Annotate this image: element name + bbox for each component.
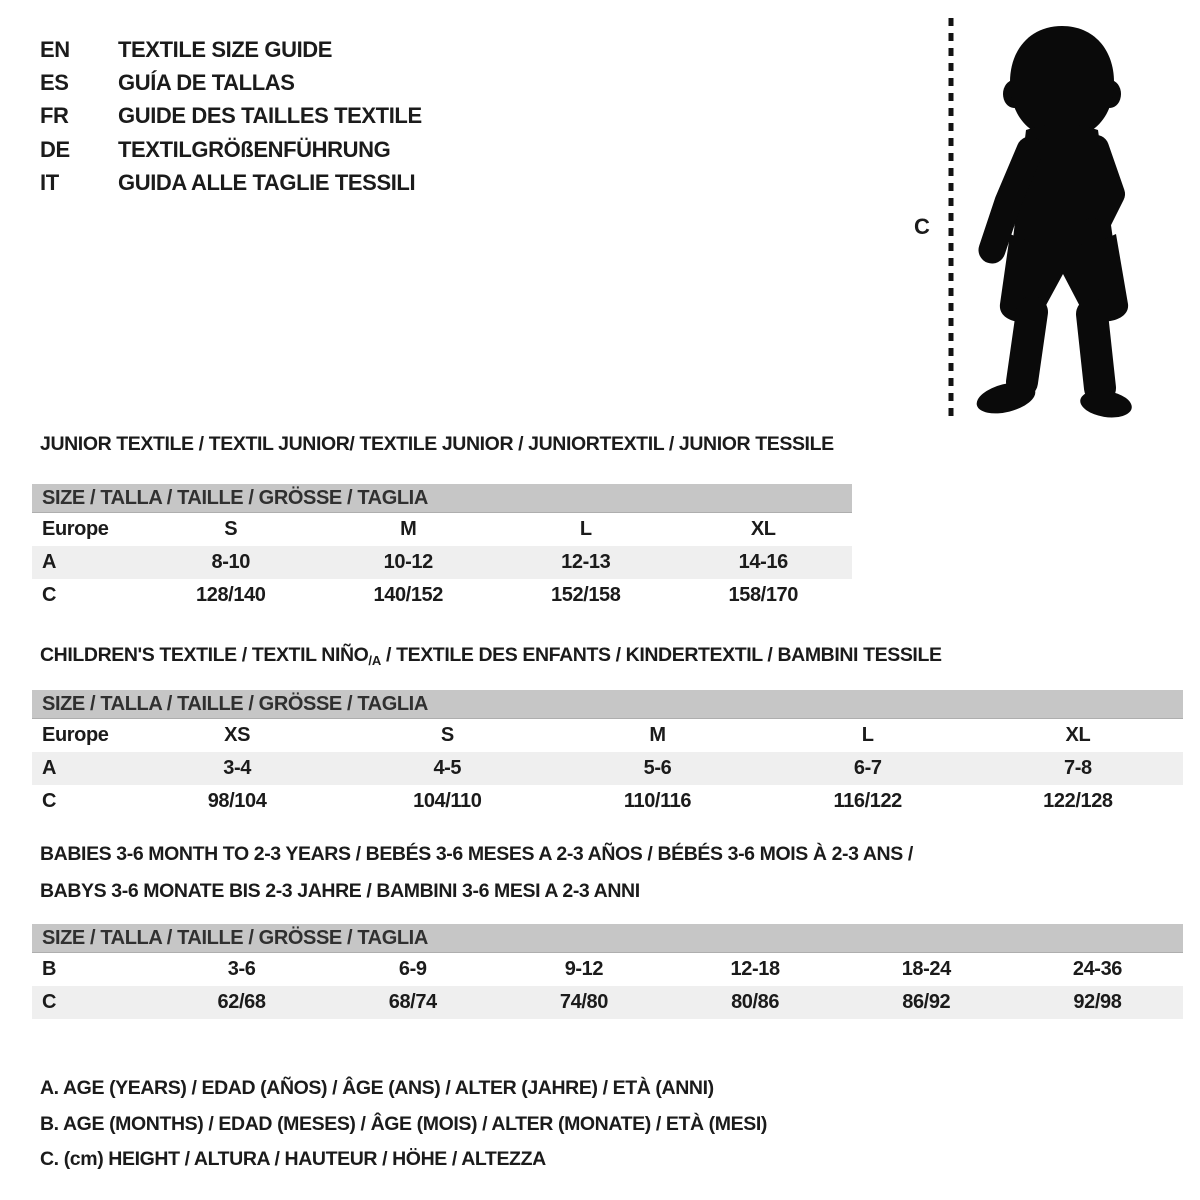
height-value: 152/158 bbox=[551, 584, 621, 606]
language-row bbox=[40, 66, 422, 99]
height-value: 86/92 bbox=[902, 991, 951, 1013]
col-header: M bbox=[649, 724, 666, 746]
guide-title: TEXTILE SIZE GUIDE bbox=[118, 36, 333, 62]
age-months-value: 6-9 bbox=[398, 958, 427, 980]
size-header-label: SIZE / TALLA / TAILLE / GRÖSSE / TAGLIA bbox=[42, 926, 428, 949]
guide-title: GUÍA DE TALLAS bbox=[118, 70, 295, 96]
baby-silhouette bbox=[974, 26, 1134, 421]
table-row-height bbox=[32, 579, 852, 612]
row-label: A bbox=[42, 551, 57, 573]
height-measure-label: C bbox=[914, 214, 930, 239]
section-title-babies-line2: BABYS 3-6 MONATE BIS 2-3 JAHRE / BAMBINI 3-6 MESI A 2-3 ANNI bbox=[40, 880, 640, 902]
col-header: S bbox=[224, 518, 238, 540]
baby-silhouette-image bbox=[962, 22, 1144, 422]
age-value: 14-16 bbox=[738, 551, 788, 573]
age-months-value: 18-24 bbox=[901, 958, 951, 980]
height-measure-dashed-line bbox=[946, 18, 956, 416]
age-value: 8-10 bbox=[211, 551, 250, 573]
note-height-cm: C. (cm) HEIGHT / ALTURA / HAUTEUR / HÖHE / ALTEZZA bbox=[40, 1148, 546, 1171]
age-value: 7-8 bbox=[1064, 757, 1092, 779]
section-title-children-pre: CHILDREN'S TEXTILE / TEXTIL NIÑO bbox=[40, 644, 369, 666]
table-row-height bbox=[32, 986, 1183, 1019]
row-label: A bbox=[42, 757, 57, 779]
height-value: 116/122 bbox=[833, 790, 902, 812]
col-header: L bbox=[579, 518, 592, 540]
babies-size-table bbox=[32, 924, 1183, 1019]
size-header-label: SIZE / TALLA / TAILLE / GRÖSSE / TAGLIA bbox=[42, 486, 428, 509]
col-header: S bbox=[440, 724, 454, 746]
row-label: C bbox=[42, 584, 57, 606]
height-value: 62/68 bbox=[217, 991, 266, 1013]
language-code: EN bbox=[40, 36, 70, 62]
section-title-children-post: / TEXTILE DES ENFANTS / KINDERTEXTIL / BAMBINI TESSILE bbox=[381, 644, 942, 666]
table-row-age bbox=[32, 546, 852, 579]
height-value: 158/170 bbox=[728, 584, 798, 606]
language-code: ES bbox=[40, 70, 69, 96]
children-size-table bbox=[32, 690, 1183, 818]
age-value: 12-13 bbox=[561, 551, 611, 573]
table-row-age bbox=[32, 752, 1183, 785]
junior-size-table bbox=[32, 484, 852, 612]
height-value: 98/104 bbox=[207, 790, 267, 812]
height-value: 140/152 bbox=[373, 584, 443, 606]
col-header: M bbox=[400, 518, 417, 540]
height-value: 92/98 bbox=[1073, 991, 1122, 1013]
height-value: 80/86 bbox=[731, 991, 780, 1013]
size-header-band bbox=[32, 484, 852, 513]
language-row bbox=[40, 167, 422, 200]
col-header: XL bbox=[1065, 724, 1091, 746]
guide-title: GUIDA ALLE TAGLIE TESSILI bbox=[118, 170, 416, 196]
table-row-height bbox=[32, 785, 1183, 818]
height-value: 68/74 bbox=[388, 991, 437, 1013]
table-row-region bbox=[32, 513, 852, 546]
height-value: 128/140 bbox=[196, 584, 266, 606]
size-header-band bbox=[32, 924, 1183, 953]
height-value: 122/128 bbox=[1043, 790, 1113, 812]
height-value: 104/110 bbox=[413, 790, 482, 812]
row-label: C bbox=[42, 790, 57, 812]
note-age-months: B. AGE (MONTHS) / EDAD (MESES) / ÂGE (MOIS) / ALTER (MONATE) / ETÀ (MESI) bbox=[40, 1112, 767, 1135]
age-months-value: 24-36 bbox=[1072, 958, 1123, 980]
height-value: 74/80 bbox=[559, 991, 608, 1013]
row-label-europe: Europe bbox=[42, 724, 109, 746]
language-row bbox=[40, 133, 422, 166]
row-label: B bbox=[42, 958, 57, 980]
age-months-value: 9-12 bbox=[564, 958, 604, 980]
language-code: DE bbox=[40, 136, 70, 162]
legend-notes bbox=[40, 1071, 767, 1178]
guide-title: TEXTILGRÖßENFÜHRUNG bbox=[118, 136, 391, 162]
height-value: 110/116 bbox=[623, 790, 692, 812]
size-header-label: SIZE / TALLA / TAILLE / GRÖSSE / TAGLIA bbox=[42, 692, 428, 715]
col-header: XS bbox=[224, 724, 251, 746]
section-title-junior: JUNIOR TEXTILE / TEXTIL JUNIOR/ TEXTILE JUNIOR / JUNIORTEXTIL / JUNIOR TESSILE bbox=[40, 433, 834, 455]
row-label-europe: Europe bbox=[42, 518, 109, 540]
section-title-babies-line1: BABIES 3-6 MONTH TO 2-3 YEARS / BEBÉS 3-6 MESES A 2-3 AÑOS / BÉBÉS 3-6 MOIS À 2-3 ANS / bbox=[40, 843, 913, 865]
age-value: 10-12 bbox=[383, 551, 433, 573]
table-row-age-months bbox=[32, 953, 1183, 986]
language-title-list bbox=[40, 33, 422, 200]
age-value: 3-4 bbox=[223, 757, 251, 779]
age-value: 5-6 bbox=[643, 757, 672, 779]
guide-title: GUIDE DES TAILLES TEXTILE bbox=[118, 103, 422, 129]
row-label: C bbox=[42, 991, 57, 1013]
section-title-children bbox=[40, 644, 942, 667]
table-row-region bbox=[32, 719, 1183, 752]
size-header-band bbox=[32, 690, 1183, 719]
language-code: FR bbox=[40, 103, 69, 129]
language-row bbox=[40, 100, 422, 133]
age-months-value: 3-6 bbox=[227, 958, 256, 980]
col-header: L bbox=[861, 724, 874, 746]
age-value: 6-7 bbox=[853, 757, 882, 779]
language-row bbox=[40, 33, 422, 66]
age-value: 4-5 bbox=[433, 757, 462, 779]
section-title-children-sub: /A bbox=[368, 653, 382, 668]
age-months-value: 12-18 bbox=[730, 958, 780, 980]
language-code: IT bbox=[40, 170, 59, 196]
note-age-years: A. AGE (YEARS) / EDAD (AÑOS) / ÂGE (ANS) / ALTER (JAHRE) / ETÀ (ANNI) bbox=[40, 1077, 714, 1099]
col-header: XL bbox=[750, 518, 776, 540]
